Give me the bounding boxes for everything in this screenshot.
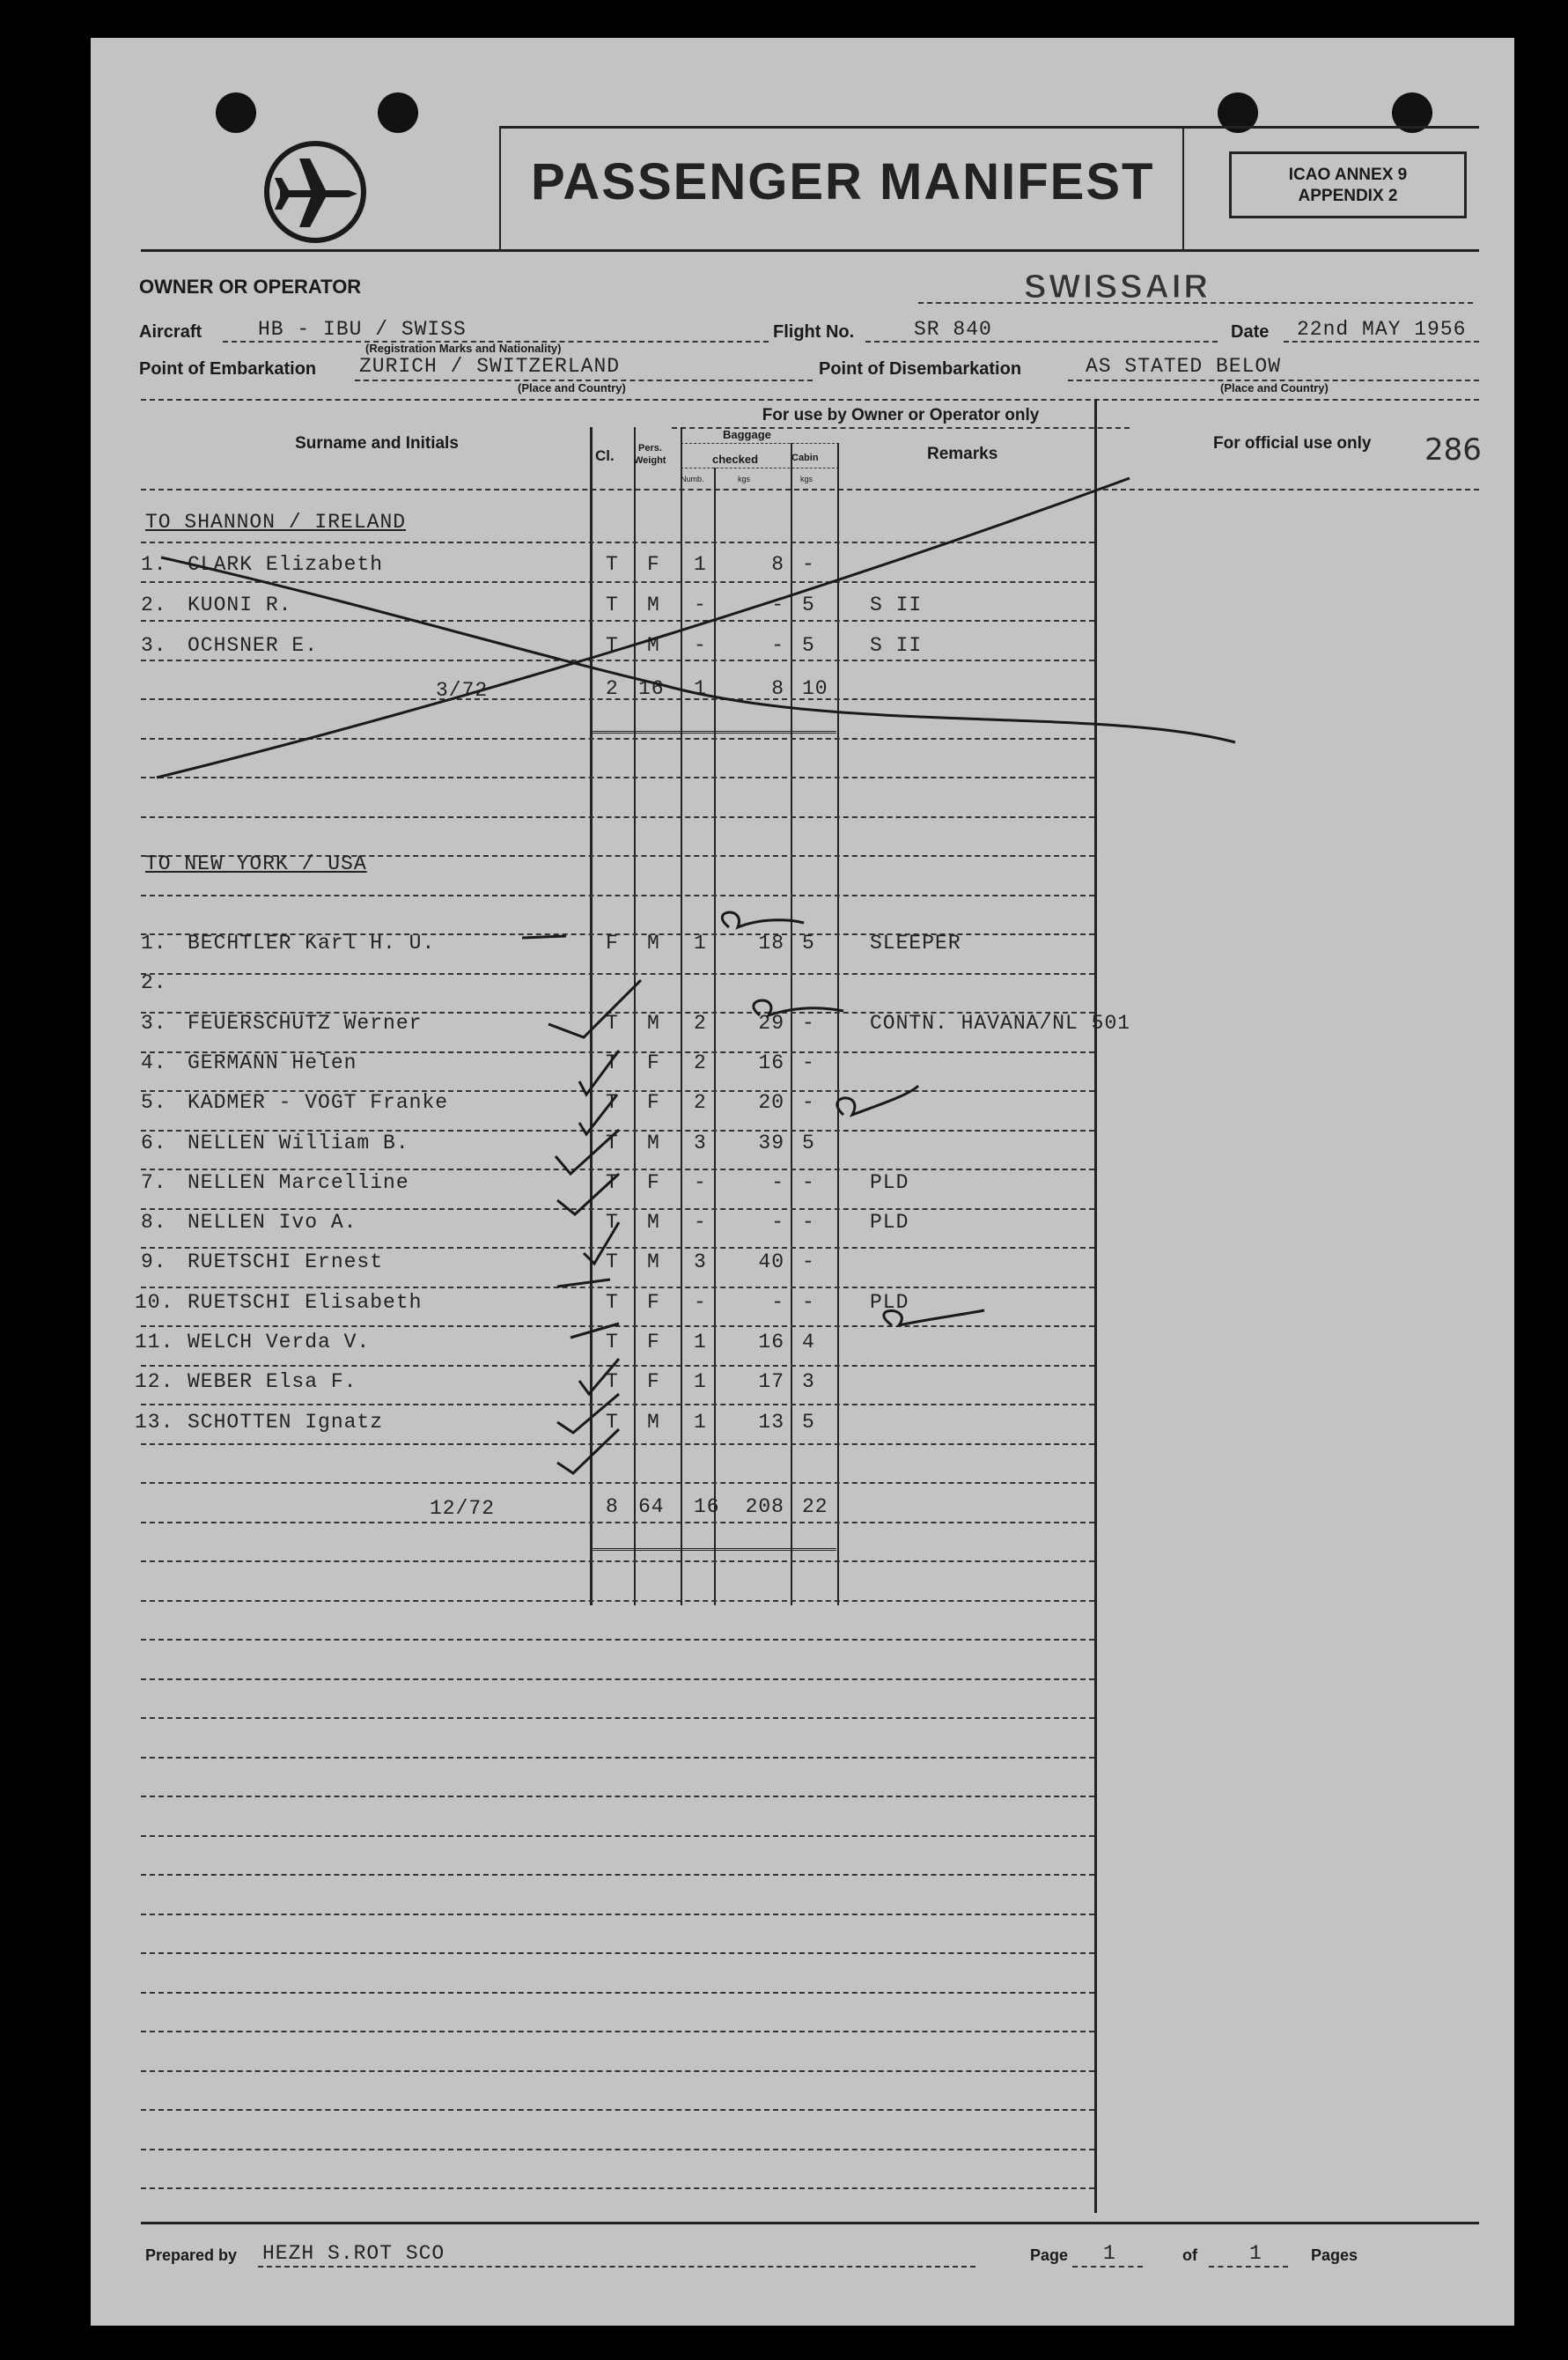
- flight-value: SR 840: [914, 318, 992, 341]
- class-cell: T: [606, 634, 619, 657]
- cabin-cell: -: [802, 1291, 815, 1314]
- tick-mark: [579, 1051, 619, 1095]
- page-label: Page: [1030, 2246, 1069, 2264]
- row-number: 2.: [141, 594, 167, 616]
- remarks-cell: PLD: [870, 1211, 909, 1234]
- prepared-value: HEZH S.ROT SCO: [262, 2242, 445, 2265]
- baggage-numb-cell: 1: [694, 1411, 707, 1434]
- cabin-cell: -: [802, 1250, 815, 1273]
- class-cell: T: [606, 1012, 619, 1035]
- baggage-numb-cell: -: [694, 1211, 707, 1234]
- official-label: For official use only: [1213, 434, 1372, 453]
- col-numb: Numb.: [681, 475, 704, 483]
- sex-cell: M: [647, 1132, 660, 1154]
- baggage-numb-cell: 3: [694, 1250, 707, 1273]
- cabin-cell: -: [802, 1012, 815, 1035]
- date-value: 22nd MAY 1956: [1297, 318, 1467, 341]
- manifest-sheet: [91, 38, 1514, 2326]
- cabin-cell: 3: [802, 1370, 815, 1393]
- tick-mark: [557, 1280, 610, 1287]
- sex-cell: M: [647, 1411, 660, 1434]
- page-title: PASSENGER MANIFEST: [531, 153, 1155, 210]
- remarks-cell: S II: [870, 634, 923, 657]
- row-number: 9.: [141, 1250, 167, 1273]
- aircraft-label: Aircraft: [139, 322, 202, 342]
- tick-mark: [557, 1429, 619, 1473]
- prepared-label: Prepared by: [145, 2246, 238, 2264]
- baggage-kgs-cell: 20: [758, 1091, 784, 1114]
- col-cl: Cl.: [595, 447, 615, 464]
- passenger-name: KADMER - VOGT Franke: [188, 1091, 449, 1114]
- sex-cell: M: [647, 634, 660, 657]
- passenger-name: OCHSNER E.: [188, 634, 319, 657]
- class-cell: T: [606, 1051, 619, 1074]
- baggage-numb-cell: -: [694, 634, 707, 657]
- of-label: of: [1182, 2246, 1197, 2264]
- total-sex: 16: [638, 677, 665, 700]
- embark-value: ZURICH / SWITZERLAND: [359, 355, 621, 378]
- baggage-numb-cell: 2: [694, 1012, 707, 1035]
- tick-mark: [557, 1394, 619, 1433]
- owner-value: SWISSAIR: [1024, 269, 1211, 306]
- class-cell: T: [606, 1091, 619, 1114]
- initial-mark: [754, 1000, 843, 1015]
- icao-line-2: APPENDIX 2: [1298, 187, 1398, 205]
- row-number: 5.: [141, 1091, 167, 1114]
- total-sex: 64: [638, 1495, 665, 1518]
- tick-mark: [557, 1174, 619, 1214]
- baggage-numb-cell: -: [694, 594, 707, 616]
- passenger-name: RUETSCHI Elisabeth: [188, 1291, 423, 1314]
- col-baggage: Baggage: [723, 428, 771, 441]
- passenger-name: NELLEN Ivo A.: [188, 1211, 357, 1234]
- row-number: 3.: [141, 1012, 167, 1035]
- sex-cell: F: [647, 1051, 660, 1074]
- baggage-kgs-cell: -: [771, 1171, 784, 1194]
- passenger-name: NELLEN Marcelline: [188, 1171, 409, 1194]
- total-cl: 2: [606, 677, 619, 700]
- total-cabin: 22: [802, 1495, 828, 1518]
- total-kgs: 8: [771, 677, 784, 700]
- passenger-name: CLARK Elizabeth: [188, 553, 384, 576]
- sex-cell: M: [647, 1211, 660, 1234]
- tick-mark: [522, 936, 566, 938]
- cabin-cell: 5: [802, 1132, 815, 1154]
- sex-cell: F: [647, 553, 660, 576]
- embark-sub: (Place and Country): [518, 381, 626, 395]
- tick-mark: [556, 1130, 619, 1174]
- row-number: 13.: [135, 1411, 174, 1434]
- baggage-numb-cell: 1: [694, 1370, 707, 1393]
- initial-mark: [884, 1310, 984, 1325]
- row-number: 3.: [141, 634, 167, 657]
- class-cell: T: [606, 1132, 619, 1154]
- total-kgs: 208: [745, 1495, 784, 1518]
- class-cell: F: [606, 932, 619, 955]
- baggage-numb-cell: 1: [694, 1331, 707, 1353]
- class-cell: T: [606, 1250, 619, 1273]
- sex-cell: M: [647, 1250, 660, 1273]
- cabin-cell: 5: [802, 634, 815, 657]
- cabin-cell: 5: [802, 594, 815, 616]
- disembark-sub: (Place and Country): [1220, 381, 1329, 395]
- passenger-name: KUONI R.: [188, 594, 292, 616]
- passenger-name: WELCH Verda V.: [188, 1331, 371, 1353]
- baggage-numb-cell: -: [694, 1171, 707, 1194]
- col-cabin: Cabin: [791, 453, 819, 463]
- section2-total-label: 12/72: [430, 1497, 496, 1520]
- owner-label: OWNER OR OPERATOR: [139, 276, 362, 298]
- passenger-name: NELLEN William B.: [188, 1132, 409, 1154]
- embark-label: Point of Embarkation: [139, 359, 317, 379]
- remarks-cell: SLEEPER: [870, 932, 961, 955]
- sex-cell: F: [647, 1331, 660, 1353]
- remarks-cell: S II: [870, 594, 923, 616]
- tick-mark: [571, 1324, 619, 1338]
- baggage-kgs-cell: -: [771, 594, 784, 616]
- handwriting-overlay: [91, 38, 1514, 2326]
- total-cl: 8: [606, 1495, 619, 1518]
- remarks-cell: CONTN. HAVANA/NL 501: [870, 1012, 1131, 1035]
- row-number: 10.: [135, 1291, 174, 1314]
- baggage-kgs-cell: 18: [758, 932, 784, 955]
- baggage-kgs-cell: -: [771, 1211, 784, 1234]
- sex-cell: M: [647, 1012, 660, 1035]
- passenger-name: GERMANN Helen: [188, 1051, 357, 1074]
- sex-cell: F: [647, 1370, 660, 1393]
- initial-mark: [722, 912, 804, 927]
- baggage-numb-cell: 2: [694, 1051, 707, 1074]
- class-cell: T: [606, 1411, 619, 1434]
- col-checked: checked: [712, 453, 759, 466]
- baggage-numb-cell: 1: [694, 553, 707, 576]
- row-number: 6.: [141, 1132, 167, 1154]
- row-number: 4.: [141, 1051, 167, 1074]
- baggage-kgs-cell: 40: [758, 1250, 784, 1273]
- passenger-name: BECHTLER Karl H. U.: [188, 932, 436, 955]
- cross-out-stroke: [157, 478, 1130, 778]
- row-number: 1.: [141, 932, 167, 955]
- row-number: 2.: [141, 971, 167, 994]
- class-cell: T: [606, 1370, 619, 1393]
- section2-heading: TO NEW YORK / USA: [145, 852, 367, 875]
- row-number: 7.: [141, 1171, 167, 1194]
- baggage-kgs-cell: 17: [758, 1370, 784, 1393]
- baggage-kgs-cell: 29: [758, 1012, 784, 1035]
- cabin-cell: 5: [802, 932, 815, 955]
- col-pers: Pers.: [638, 443, 662, 454]
- class-cell: T: [606, 1211, 619, 1234]
- col-kgs: kgs: [738, 475, 751, 483]
- passenger-name: RUETSCHI Ernest: [188, 1250, 384, 1273]
- baggage-numb-cell: 3: [694, 1132, 707, 1154]
- disembark-label: Point of Disembarkation: [819, 359, 1022, 379]
- class-cell: T: [606, 1171, 619, 1194]
- col-remarks: Remarks: [927, 445, 998, 463]
- sex-cell: F: [647, 1091, 660, 1114]
- passenger-name: FEUERSCHUTZ Werner: [188, 1012, 423, 1035]
- baggage-kgs-cell: -: [771, 1291, 784, 1314]
- tick-mark: [548, 980, 641, 1037]
- row-number: 1.: [141, 553, 167, 576]
- col-weight: Weight: [634, 455, 666, 466]
- page-value: 1: [1103, 2242, 1116, 2265]
- baggage-numb-cell: -: [694, 1291, 707, 1314]
- tick-mark: [579, 1359, 619, 1394]
- baggage-kgs-cell: 8: [771, 553, 784, 576]
- section1-total-label: 3/72: [436, 679, 489, 702]
- class-cell: T: [606, 1291, 619, 1314]
- cabin-cell: -: [802, 1171, 815, 1194]
- total-numb: 16: [694, 1495, 720, 1518]
- section1-heading: TO SHANNON / IRELAND: [145, 511, 407, 534]
- sex-cell: F: [647, 1171, 660, 1194]
- row-number: 8.: [141, 1211, 167, 1234]
- tick-mark: [579, 1095, 617, 1134]
- aircraft-sub: (Registration Marks and Nationality): [365, 342, 562, 355]
- cabin-cell: -: [802, 1211, 815, 1234]
- tick-mark: [584, 1222, 619, 1264]
- class-cell: T: [606, 553, 619, 576]
- remarks-cell: PLD: [870, 1171, 909, 1194]
- baggage-numb-cell: 1: [694, 932, 707, 955]
- baggage-kgs-cell: 16: [758, 1331, 784, 1353]
- row-number: 11.: [135, 1331, 174, 1353]
- initial-mark: [837, 1086, 918, 1115]
- aircraft-value: HB - IBU / SWISS: [258, 318, 467, 341]
- date-label: Date: [1231, 322, 1270, 342]
- cabin-cell: 4: [802, 1331, 815, 1353]
- class-cell: T: [606, 594, 619, 616]
- flight-label: Flight No.: [773, 322, 855, 342]
- of-value: 1: [1249, 2242, 1262, 2265]
- total-numb: 1: [694, 677, 707, 700]
- baggage-kgs-cell: 16: [758, 1051, 784, 1074]
- icao-line-1: ICAO ANNEX 9: [1288, 166, 1408, 184]
- baggage-kgs-cell: 39: [758, 1132, 784, 1154]
- row-number: 12.: [135, 1370, 174, 1393]
- cabin-cell: -: [802, 1091, 815, 1114]
- cross-out-stroke: [161, 557, 1235, 742]
- baggage-numb-cell: 2: [694, 1091, 707, 1114]
- total-cabin: 10: [802, 677, 828, 700]
- cabin-cell: 5: [802, 1411, 815, 1434]
- owner-use-label: For use by Owner or Operator only: [762, 406, 1040, 424]
- sex-cell: M: [647, 594, 660, 616]
- col-kgs-cabin: kgs: [800, 475, 813, 483]
- cabin-cell: -: [802, 1051, 815, 1074]
- col-surname: Surname and Initials: [295, 434, 459, 453]
- sex-cell: F: [647, 1291, 660, 1314]
- pages-label: Pages: [1311, 2246, 1358, 2264]
- cabin-cell: -: [802, 553, 815, 576]
- class-cell: T: [606, 1331, 619, 1353]
- remarks-cell: PLD: [870, 1291, 909, 1314]
- official-number: 286: [1424, 432, 1482, 468]
- baggage-kgs-cell: -: [771, 634, 784, 657]
- sex-cell: M: [647, 932, 660, 955]
- passenger-name: SCHOTTEN Ignatz: [188, 1411, 384, 1434]
- passenger-name: WEBER Elsa F.: [188, 1370, 357, 1393]
- disembark-value: AS STATED BELOW: [1086, 355, 1282, 378]
- baggage-kgs-cell: 13: [758, 1411, 784, 1434]
